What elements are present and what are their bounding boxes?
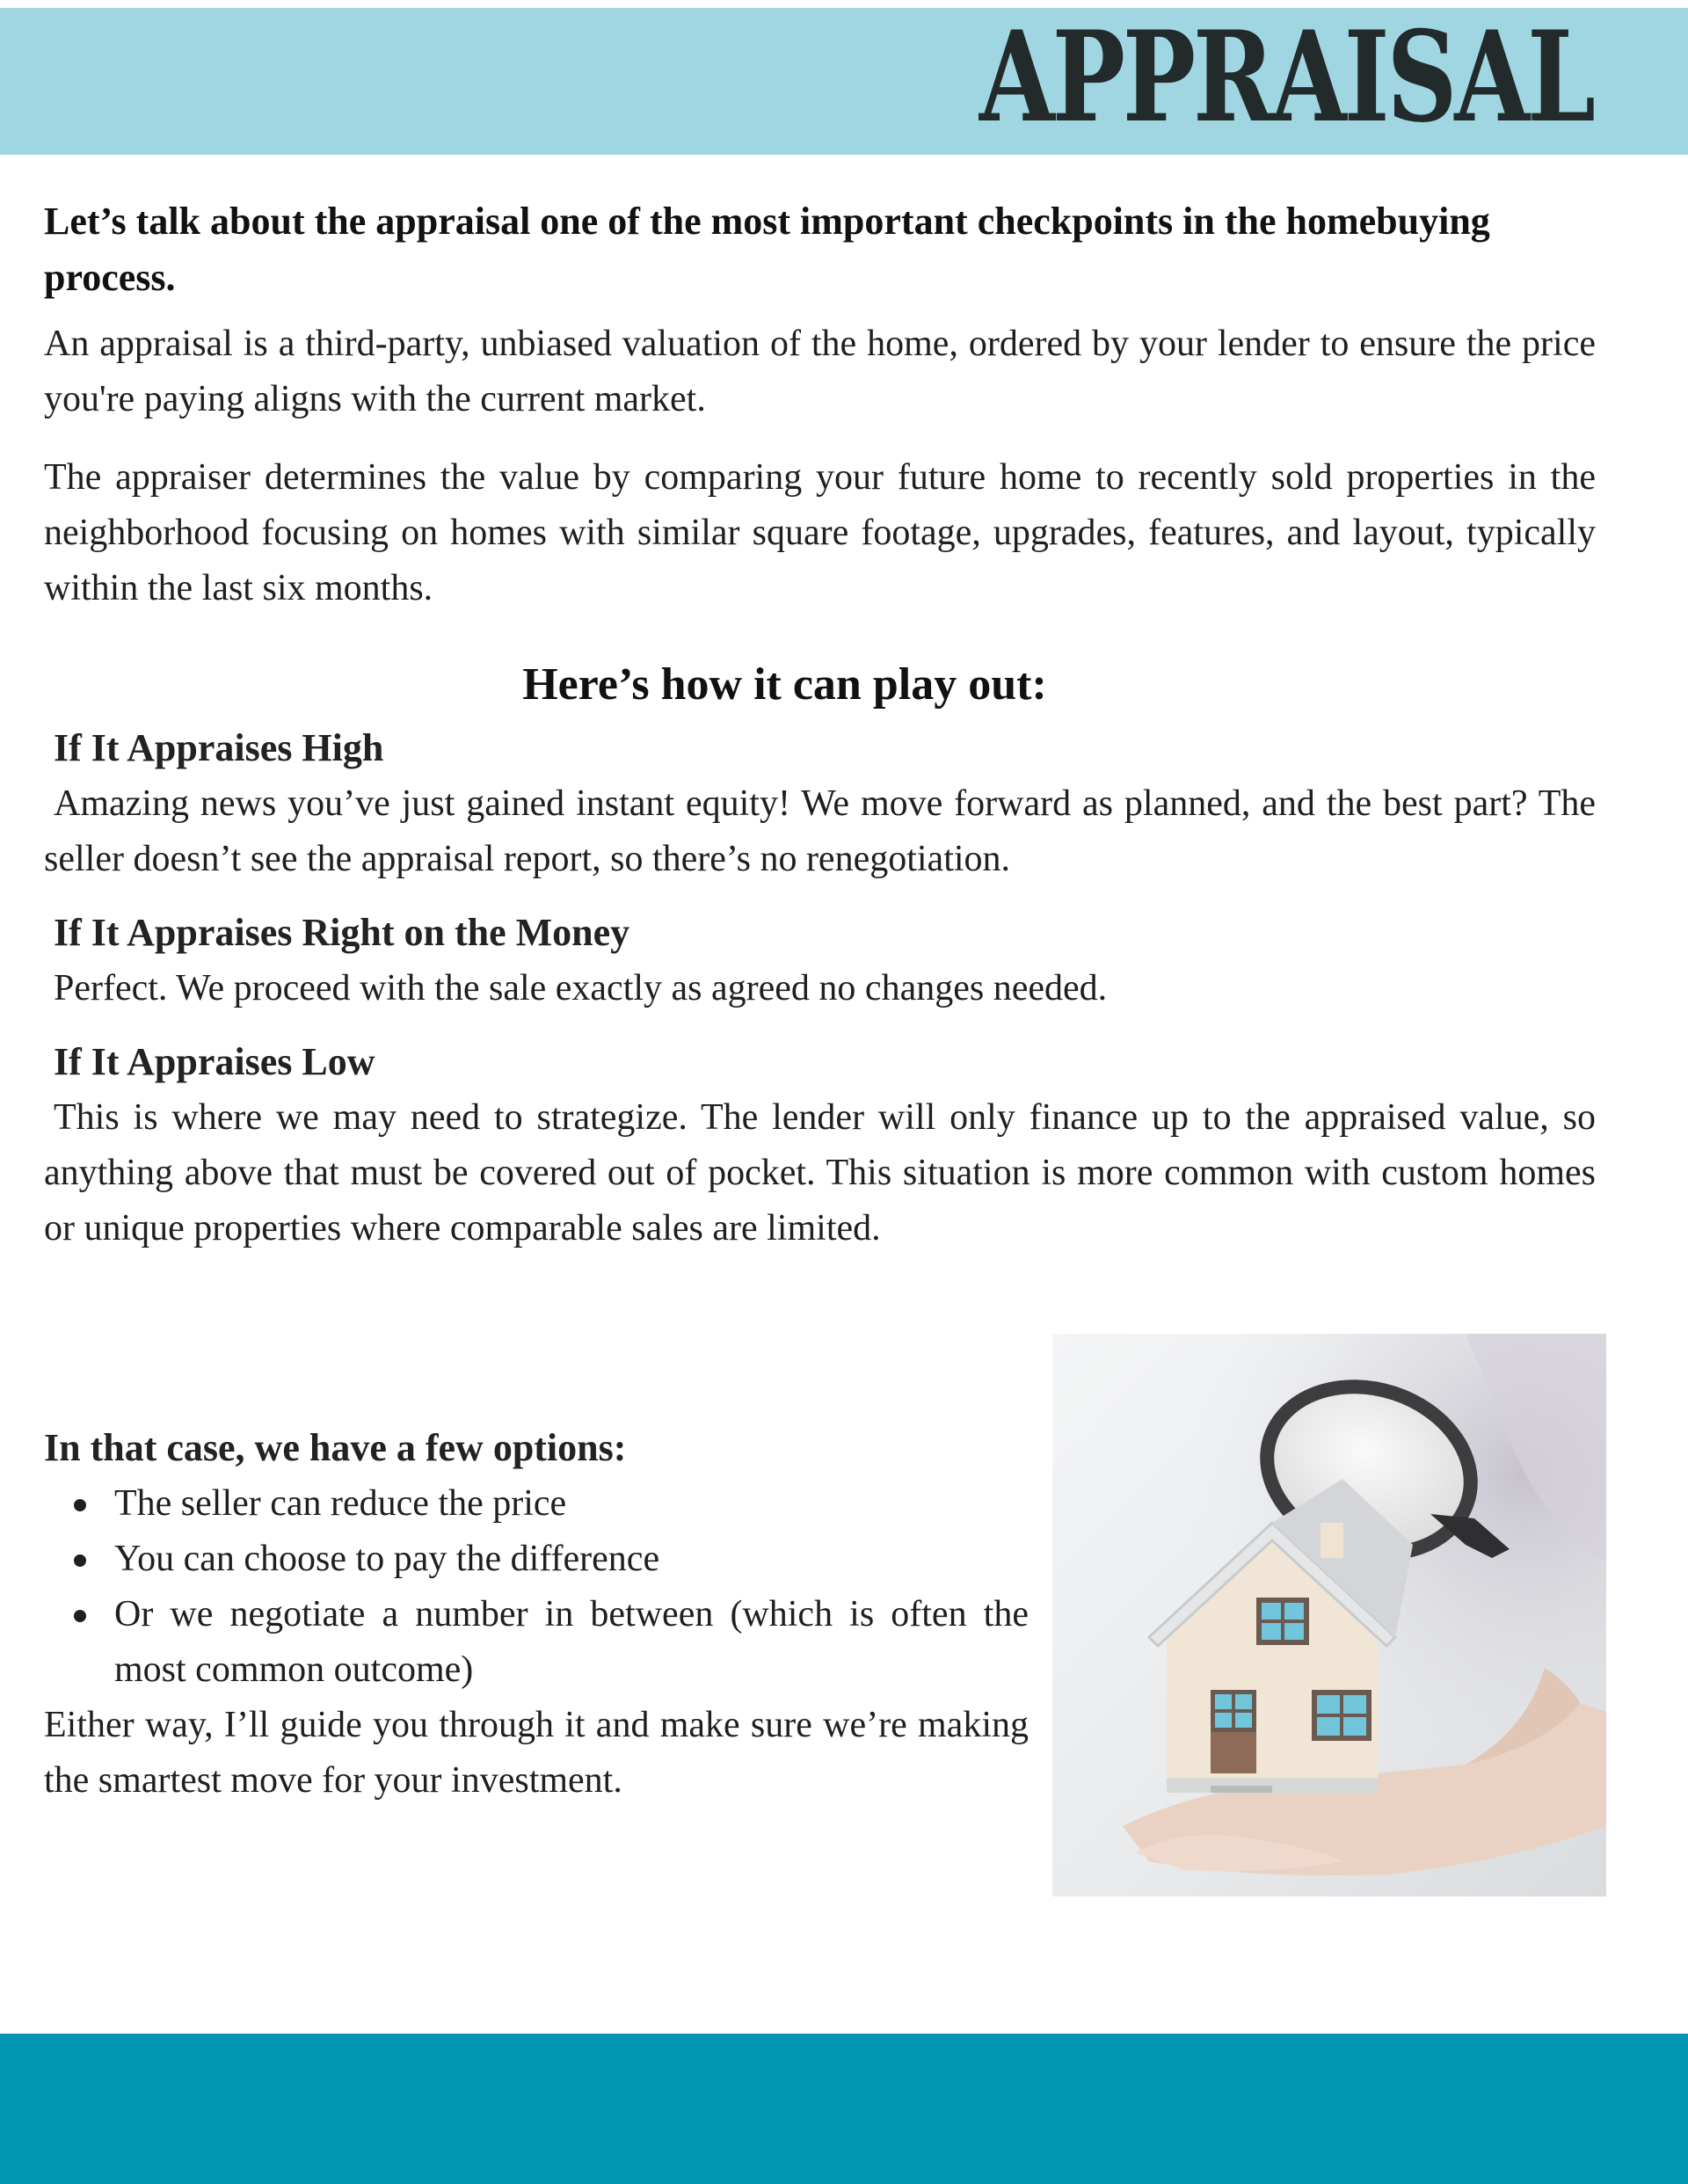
options-section [44,1420,1029,1809]
scenario-title: If It Appraises Right on the Money [54,911,630,954]
option-text: Or we negotiate a number in between (which is often the most common outcome) [114,1594,1029,1690]
scenario-text: This is where we may need to strategize. The lender will only finance up to the appraised value, so anything above that must be covered out of pocket. This situation is more common with custom homes or unique properties where comparable sales are limited. [44,1097,1596,1249]
option-text: The seller can reduce the price [114,1483,567,1524]
intro-paragraph-method: The appraiser determines the value by comparing your future home to recently sold properties in the neighborhood focusing on homes with similar square footage, upgrades, features, and layout, typically within the last six months. [44,457,1596,608]
option-text: You can choose to pay the difference [114,1539,660,1579]
intro-lead: Let’s talk about the appraisal one of the most important checkpoints in the homebuying process. [44,200,1490,299]
list-item [44,1476,1029,1532]
main-content [44,193,1596,1274]
list-item [44,1532,1029,1587]
scenario-text: Amazing news you’ve just gained instant equity! We move forward as planned, and the best part? The seller doesn’t see the appraisal report, so there’s no renegotiation. [44,783,1596,879]
options-title: In that case, we have a few options: [44,1426,627,1469]
footer-band [0,2034,1688,2184]
bullet-icon [74,1499,86,1511]
scenario-text: Perfect. We proceed with the sale exactly as agreed no changes needed. [54,968,1108,1008]
house-magnifier-photo [1052,1334,1606,1896]
options-list [44,1476,1029,1698]
house-magnifier-illustration [1052,1334,1606,1896]
page-title: APPRAISAL [979,4,1593,150]
closing-text: Either way, I’ll guide you through it and make sure we’re making the smartest move for your investment. [44,1705,1029,1801]
bullet-icon [74,1610,86,1622]
scenario-title: If It Appraises High [54,726,384,769]
bullet-icon [74,1554,86,1567]
scenario-on-the-money [44,905,1596,1016]
scenario-low [44,1034,1596,1256]
list-item [44,1587,1029,1698]
intro-paragraph-definition: An appraisal is a third-party, unbiased valuation of the home, ordered by your lender to ensure the price you're paying aligns with the current market. [44,324,1596,419]
scenarios-heading: Here’s how it can play out: [522,659,1047,710]
scenario-title: If It Appraises Low [54,1040,375,1083]
scenario-high [44,720,1596,887]
